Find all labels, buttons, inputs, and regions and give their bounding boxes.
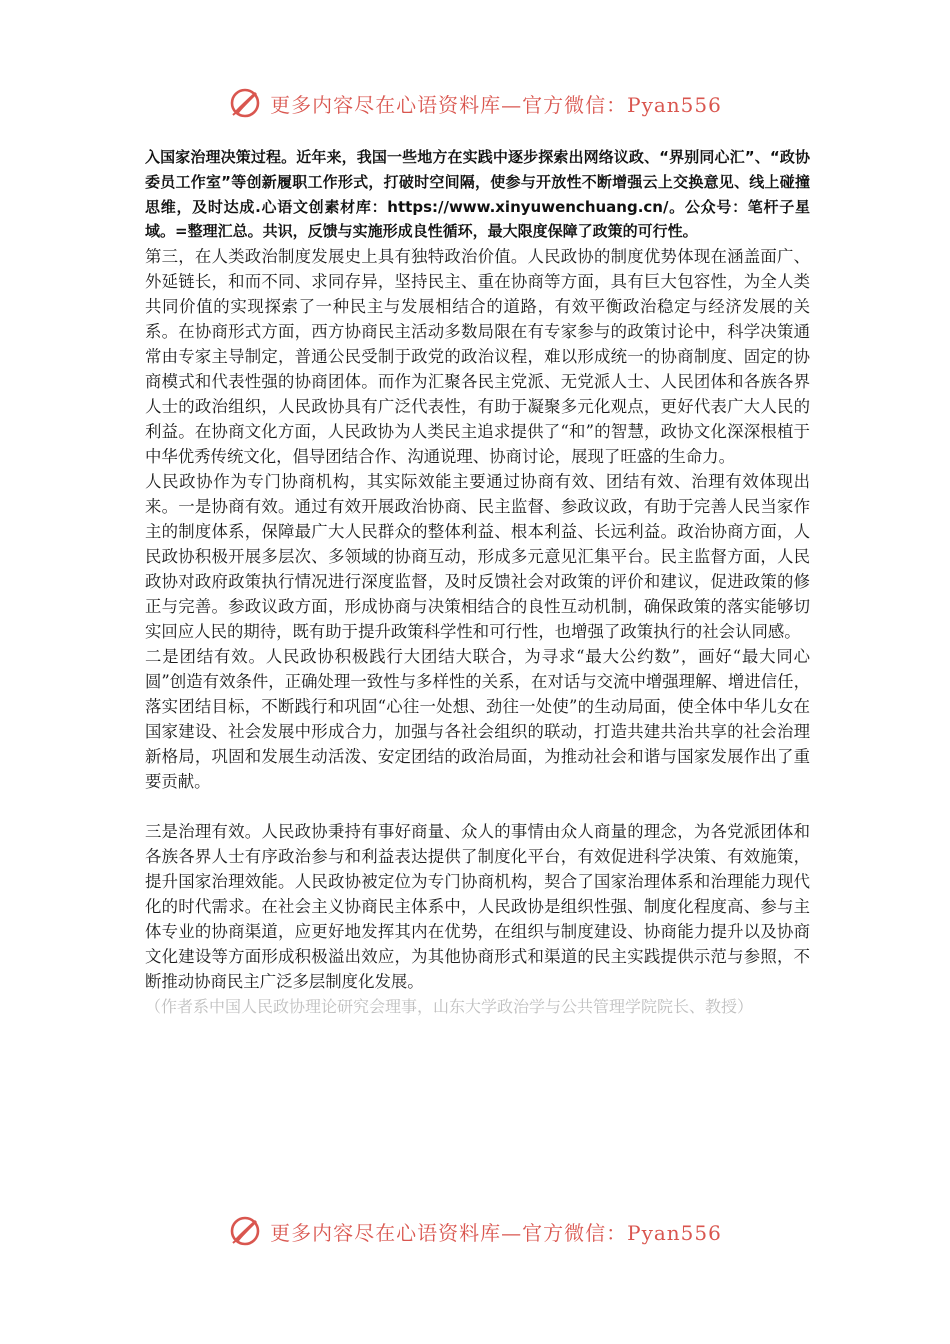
paragraph-third-value: 第三，在人类政治制度发展史上具有独特政治价值。人民政协的制度优势体现在涵盖面广、外延链长，和而不同、求同存异，坚持民主、重在协商等方面，具有巨大包容性，为全人类共同价值的实现探索了一种民主与发展相结合的道路，有效平衡政治稳定与经济发展的关系。在协商形式方面，西方协商民主活动多数局限在有专家参与的政策讨论中，科学决策通常由专家主导制定，普通公民受制于政党的政治议程，难以形成统一的协商制度、固定的协商模式和代表性强的协商团体。而作为汇聚各民主党派、无党派人士、人民团体和各族各界人士的政治组织，人民政协具有广泛代表性，有助于凝聚多元化观点，更好代表广大人民的利益。在协商文化方面，人民政协为人类民主追求提供了“和”的智慧，政协文化深深根植于中华优秀传统文化，倡导团结合作、沟通说理、协商讨论，展现了旺盛的生命力。 xyxy=(145,247,810,467)
author-note: （作者系中国人民政协理论研究会理事，山东大学政治学与公共管理学院院长、教授） xyxy=(145,997,754,1017)
paragraph-consultation-effective: 人民政协作为专门协商机构，其实际效能主要通过协商有效、团结有效、治理有效体现出来。一是协商有效。通过有效开展政治协商、民主监督、参政议政，有助于完善人民当家作主的制度体系，保障最广大人民群众的整体利益、根本利益、长远利益。政治协商方面，人民政协积极开展多层次、多领域的协商互动，形成多元意见汇集平台。民主监督方面，人民政协对政府政策执行情况进行深度监督，及时反馈社会对政策的评价和建议，促进政策的修正与完善。参政议政方面，形成协商与决策相结合的良性互动机制，确保政策的落实能够切实回应人民的期待，既有助于提升政策科学性和可行性，也增强了政策执行的社会认同感。 xyxy=(145,472,810,642)
banner-text: 更多内容尽在心语资料库—官方微信：Pyan556 xyxy=(270,1220,722,1245)
footer-banner xyxy=(0,1209,950,1253)
lead-paragraph: 入国家治理决策过程。近年来，我国一些地方在实践中逐步探索出网络议政、“界别同心汇”、“政协委员工作室”等创新履职工作形式，打破时空间隔，使参与开放性不断增强云上交换意见、线上碰撞思维，及时达成.心语文创素材库：https://www.xinyuwenchuang.cn/。公众号：笔杆子星域。=整理汇总。共识，反馈与实施形成良性循环，最大限度保障了政策的可行性。 xyxy=(145,148,810,241)
paragraph-governance-effective: 三是治理有效。人民政协秉持有事好商量、众人的事情由众人商量的理念，为各党派团体和各族各界人士有序政治参与和利益表达提供了制度化平台，有效促进科学决策、有效施策，提升国家治理效能。人民政协被定位为专门协商机构，契合了国家治理体系和治理能力现代化的时代需求。在社会主义协商民主体系中，人民政协是组织性强、制度化程度高、参与主体专业的协商渠道，应更好地发挥其内在优势，在组织与制度建设、协商能力提升以及协商文化建设等方面形成积极溢出效应，为其他协商形式和渠道的民主实践提供示范与参照，不断推动协商民主广泛多层制度化发展。 xyxy=(145,822,810,992)
header-banner xyxy=(0,81,950,125)
paragraph-unity-effective: 二是团结有效。人民政协积极践行大团结大联合，为寻求“最大公约数”，画好“最大同心圆”创造有效条件，正确处理一致性与多样性的关系，在对话与交流中增强理解、增进信任，落实团结目标，不断践行和巩固“心往一处想、劲往一处使”的生动局面，使全体中华儿女在国家建设、社会发展中形成合力，加强与各社会组织的联动，打造共建共治共享的社会治理新格局，巩固和发展生动活泼、安定团结的政治局面，为推动社会和谐与国家发展作出了重要贡献。 xyxy=(145,647,810,792)
banner-text: 更多内容尽在心语资料库—官方微信：Pyan556 xyxy=(270,92,722,117)
brush-pen-logo-icon xyxy=(228,86,262,120)
brush-pen-logo-icon xyxy=(228,1214,262,1248)
article-body xyxy=(145,145,810,1019)
